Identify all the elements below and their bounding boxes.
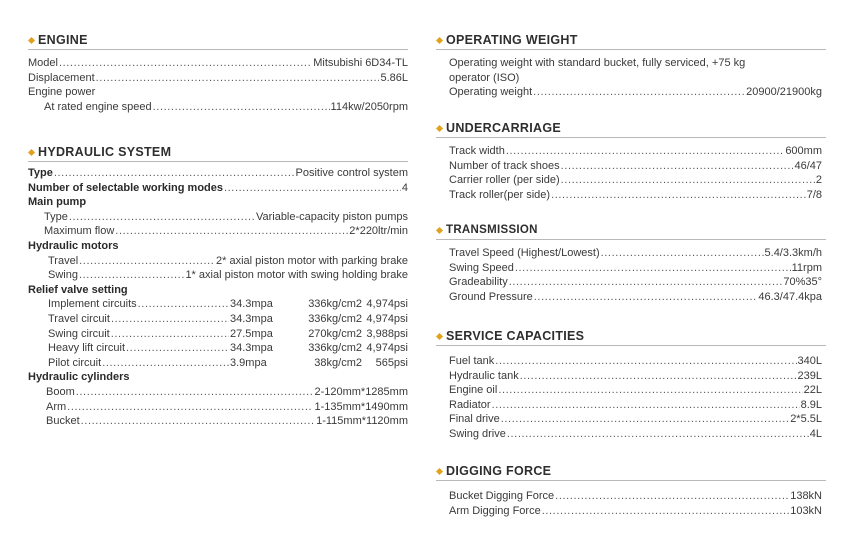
spec-label: Track width bbox=[449, 145, 505, 157]
spec-label: Maximum flow bbox=[44, 225, 115, 238]
dot-leader bbox=[534, 290, 758, 305]
hydraulic-title: HYDRAULIC SYSTEM bbox=[38, 145, 172, 159]
pressure-kg: 336kg/cm2 bbox=[308, 312, 362, 325]
dot-leader bbox=[102, 356, 229, 371]
spec-row bbox=[28, 71, 408, 86]
spec-row bbox=[449, 383, 822, 398]
transmission-section bbox=[436, 221, 826, 304]
dot-leader bbox=[153, 100, 330, 115]
diamond-bullet-icon bbox=[436, 467, 443, 474]
service-capacities-title: SERVICE CAPACITIES bbox=[446, 329, 585, 343]
spec-label: Hydraulic motors bbox=[28, 239, 119, 252]
spec-label: Swing Speed bbox=[449, 261, 514, 274]
spec-value: 239L bbox=[797, 369, 822, 382]
diamond-bullet-icon bbox=[436, 332, 443, 339]
spec-value: 103kN bbox=[790, 504, 822, 517]
spec-label: Model bbox=[28, 57, 58, 69]
spec-value: 2* axial piston motor with parking brake bbox=[216, 254, 408, 267]
dot-leader bbox=[67, 400, 313, 415]
spec-row bbox=[28, 385, 408, 400]
pressure-mpa: 34.3mpa bbox=[230, 298, 273, 311]
spec-row bbox=[449, 85, 822, 100]
dot-leader bbox=[126, 341, 229, 356]
relief-row bbox=[28, 356, 408, 371]
dot-leader bbox=[111, 327, 229, 342]
pressure-psi: 3,988psi bbox=[366, 327, 408, 340]
spec-value: 1* axial piston motor with swing holding brake bbox=[185, 269, 408, 282]
spec-row bbox=[449, 144, 822, 159]
pressure-psi: 4,974psi bbox=[366, 312, 408, 325]
dot-leader bbox=[533, 85, 745, 100]
spec-label: Displacement bbox=[28, 71, 95, 84]
pressure-mpa: 34.3mpa bbox=[230, 342, 273, 355]
spec-label: Implement circuits bbox=[48, 298, 137, 311]
spec-row bbox=[28, 224, 408, 239]
spec-row bbox=[28, 195, 408, 210]
spec-row bbox=[449, 159, 822, 174]
diamond-bullet-icon bbox=[436, 226, 443, 233]
spec-label: Type bbox=[28, 167, 53, 179]
pressure-psi: 565psi bbox=[375, 356, 408, 369]
spec-row bbox=[28, 283, 408, 298]
dot-leader bbox=[555, 489, 789, 504]
dot-leader bbox=[79, 268, 184, 283]
diamond-bullet-icon bbox=[28, 148, 35, 155]
service-capacities-section bbox=[436, 327, 826, 442]
spec-row bbox=[449, 489, 822, 504]
spec-row bbox=[449, 261, 822, 276]
spec-row bbox=[28, 210, 408, 225]
dot-leader bbox=[54, 166, 295, 181]
dot-leader bbox=[492, 398, 800, 413]
spec-value: 70%35° bbox=[783, 276, 822, 289]
spec-label: Engine power bbox=[28, 86, 96, 99]
spec-value: 11rpm bbox=[791, 261, 822, 274]
spec-value: 4L bbox=[809, 427, 822, 440]
dot-leader bbox=[138, 297, 229, 312]
spec-value: 46.3/47.4kpa bbox=[758, 290, 822, 303]
undercarriage-header bbox=[436, 119, 826, 138]
spec-label: Pilot circuit bbox=[48, 356, 102, 369]
relief-row bbox=[28, 297, 408, 312]
spec-value: 1-135mm*1490mm bbox=[314, 400, 408, 413]
spec-row bbox=[449, 173, 822, 188]
pressure-kg: 270kg/cm2 bbox=[308, 327, 362, 340]
spec-row bbox=[28, 400, 408, 415]
spec-label: Travel Speed (Highest/Lowest) bbox=[449, 247, 600, 259]
spec-value: 2-120mm*1285mm bbox=[314, 385, 408, 398]
spec-label: Swing circuit bbox=[48, 327, 110, 340]
dot-leader bbox=[551, 188, 806, 203]
spec-row bbox=[28, 166, 408, 181]
weight-note-line: Operating weight with standard bucket, fully serviced, +75 kg bbox=[449, 57, 746, 69]
spec-value: 1-115mm*1120mm bbox=[316, 415, 408, 428]
spec-value: 138kN bbox=[790, 490, 822, 502]
spec-label: Bucket Digging Force bbox=[449, 490, 555, 502]
spec-label: Operating weight bbox=[449, 86, 533, 99]
spec-row bbox=[28, 56, 408, 71]
dot-leader bbox=[498, 383, 802, 398]
spec-value: 4 bbox=[401, 181, 408, 194]
spec-label: Gradeability bbox=[449, 276, 508, 289]
spec-value: 20900/21900kg bbox=[746, 86, 822, 99]
digging-force-title: DIGGING FORCE bbox=[446, 464, 552, 478]
spec-row bbox=[449, 354, 822, 369]
spec-label: Travel circuit bbox=[48, 312, 110, 325]
spec-row bbox=[449, 275, 822, 290]
spec-row bbox=[28, 100, 408, 115]
digging-force-header bbox=[436, 462, 826, 481]
spec-label: Bucket bbox=[46, 415, 80, 428]
spec-value: 2*5.5L bbox=[790, 413, 822, 426]
spec-row bbox=[449, 412, 822, 427]
hydraulic-header bbox=[28, 143, 408, 162]
pressure-mpa: 34.3mpa bbox=[230, 312, 273, 325]
undercarriage-title: UNDERCARRIAGE bbox=[446, 121, 562, 135]
spec-row bbox=[28, 414, 408, 429]
dot-leader bbox=[506, 144, 784, 159]
spec-row bbox=[449, 504, 822, 519]
dot-leader bbox=[601, 246, 764, 261]
spec-row bbox=[28, 268, 408, 283]
spec-value: 5.4/3.3km/h bbox=[764, 247, 822, 259]
dot-leader bbox=[495, 354, 796, 369]
pressure-psi: 4,974psi bbox=[366, 342, 408, 355]
spec-label: Type bbox=[44, 210, 68, 223]
spec-row bbox=[28, 239, 408, 254]
spec-label: Swing bbox=[48, 269, 78, 282]
spec-label: Boom bbox=[46, 385, 75, 398]
spec-row bbox=[449, 427, 822, 442]
spec-value: 2*220ltr/min bbox=[349, 225, 408, 238]
spec-label: Arm Digging Force bbox=[449, 504, 541, 517]
spec-value: 22L bbox=[803, 384, 822, 397]
spec-label: Number of track shoes bbox=[449, 159, 560, 172]
spec-label: Travel bbox=[48, 254, 79, 267]
transmission-header bbox=[436, 221, 826, 240]
dot-leader bbox=[115, 224, 348, 239]
pressure-kg: 38kg/cm2 bbox=[314, 356, 362, 369]
spec-row bbox=[449, 188, 822, 203]
spec-value: Mitsubishi 6D34-TL bbox=[313, 57, 408, 69]
diamond-bullet-icon bbox=[28, 36, 35, 43]
transmission-title: TRANSMISSION bbox=[446, 224, 538, 236]
spec-row bbox=[449, 290, 822, 305]
dot-leader bbox=[509, 275, 783, 290]
dot-leader bbox=[542, 504, 790, 519]
spec-label: Hydraulic cylinders bbox=[28, 371, 130, 384]
pressure-psi: 4,974psi bbox=[366, 298, 408, 311]
spec-row bbox=[28, 181, 408, 196]
dot-leader bbox=[59, 56, 312, 71]
relief-row bbox=[28, 312, 408, 327]
spec-value: 114kw/2050rpm bbox=[330, 100, 408, 113]
dot-leader bbox=[111, 312, 229, 327]
operating-weight-title: OPERATING WEIGHT bbox=[446, 33, 578, 47]
operating-weight-header bbox=[436, 31, 826, 50]
spec-label: Heavy lift circuit bbox=[48, 342, 126, 355]
dot-leader bbox=[224, 181, 401, 196]
relief-row bbox=[28, 341, 408, 356]
dot-leader bbox=[96, 71, 380, 86]
dot-leader bbox=[81, 414, 315, 429]
spec-value: 340L bbox=[797, 355, 822, 367]
spec-label: Final drive bbox=[449, 413, 500, 426]
digging-force-section bbox=[436, 462, 826, 518]
dot-leader bbox=[79, 254, 215, 269]
spec-value: Positive control system bbox=[295, 167, 408, 179]
spec-label: Relief valve setting bbox=[28, 283, 128, 296]
dot-leader bbox=[69, 210, 255, 225]
dot-leader bbox=[76, 385, 314, 400]
pressure-mpa: 3.9mpa bbox=[230, 356, 267, 369]
spec-label: At rated engine speed bbox=[44, 100, 152, 113]
spec-row bbox=[28, 370, 408, 385]
spec-label: Carrier roller (per side) bbox=[449, 174, 560, 187]
dot-leader bbox=[515, 261, 791, 276]
spec-value: Variable-capacity piston pumps bbox=[255, 210, 408, 223]
pressure-mpa: 27.5mpa bbox=[230, 327, 273, 340]
spec-row bbox=[449, 246, 822, 261]
spec-row bbox=[449, 369, 822, 384]
relief-row bbox=[28, 327, 408, 342]
weight-note-line: operator (ISO) bbox=[449, 71, 520, 84]
spec-value: 600mm bbox=[785, 145, 822, 157]
spec-label: Track roller(per side) bbox=[449, 188, 551, 201]
spec-value: 46/47 bbox=[794, 159, 822, 172]
diamond-bullet-icon bbox=[436, 124, 443, 131]
spec-value: 2 bbox=[815, 174, 822, 187]
hydraulic-section bbox=[28, 143, 408, 429]
spec-value: 5.86L bbox=[380, 71, 408, 84]
spec-label: Arm bbox=[46, 400, 67, 413]
dot-leader bbox=[561, 159, 794, 174]
engine-header bbox=[28, 31, 408, 50]
dot-leader bbox=[507, 427, 809, 442]
pressure-kg: 336kg/cm2 bbox=[308, 298, 362, 311]
spec-row bbox=[449, 398, 822, 413]
engine-section bbox=[28, 31, 408, 114]
spec-label: Engine oil bbox=[449, 384, 498, 397]
spec-row bbox=[28, 254, 408, 269]
spec-label: Number of selectable working modes bbox=[28, 181, 223, 194]
pressure-kg: 336kg/cm2 bbox=[308, 342, 362, 355]
dot-leader bbox=[520, 369, 797, 384]
dot-leader bbox=[561, 173, 815, 188]
undercarriage-section bbox=[436, 119, 826, 202]
spec-label: Ground Pressure bbox=[449, 290, 533, 303]
service-capacities-header bbox=[436, 327, 826, 346]
diamond-bullet-icon bbox=[436, 36, 443, 43]
spec-value: 8.9L bbox=[800, 398, 822, 411]
spec-value: 7/8 bbox=[806, 188, 822, 201]
operating-weight-section bbox=[436, 31, 826, 100]
engine-title: ENGINE bbox=[38, 33, 88, 47]
dot-leader bbox=[501, 412, 789, 427]
spec-label: Swing drive bbox=[449, 427, 506, 440]
spec-row bbox=[28, 85, 408, 100]
spec-label: Fuel tank bbox=[449, 355, 495, 367]
spec-label: Main pump bbox=[28, 196, 87, 209]
spec-label: Radiator bbox=[449, 398, 491, 411]
spec-label: Hydraulic tank bbox=[449, 369, 519, 382]
